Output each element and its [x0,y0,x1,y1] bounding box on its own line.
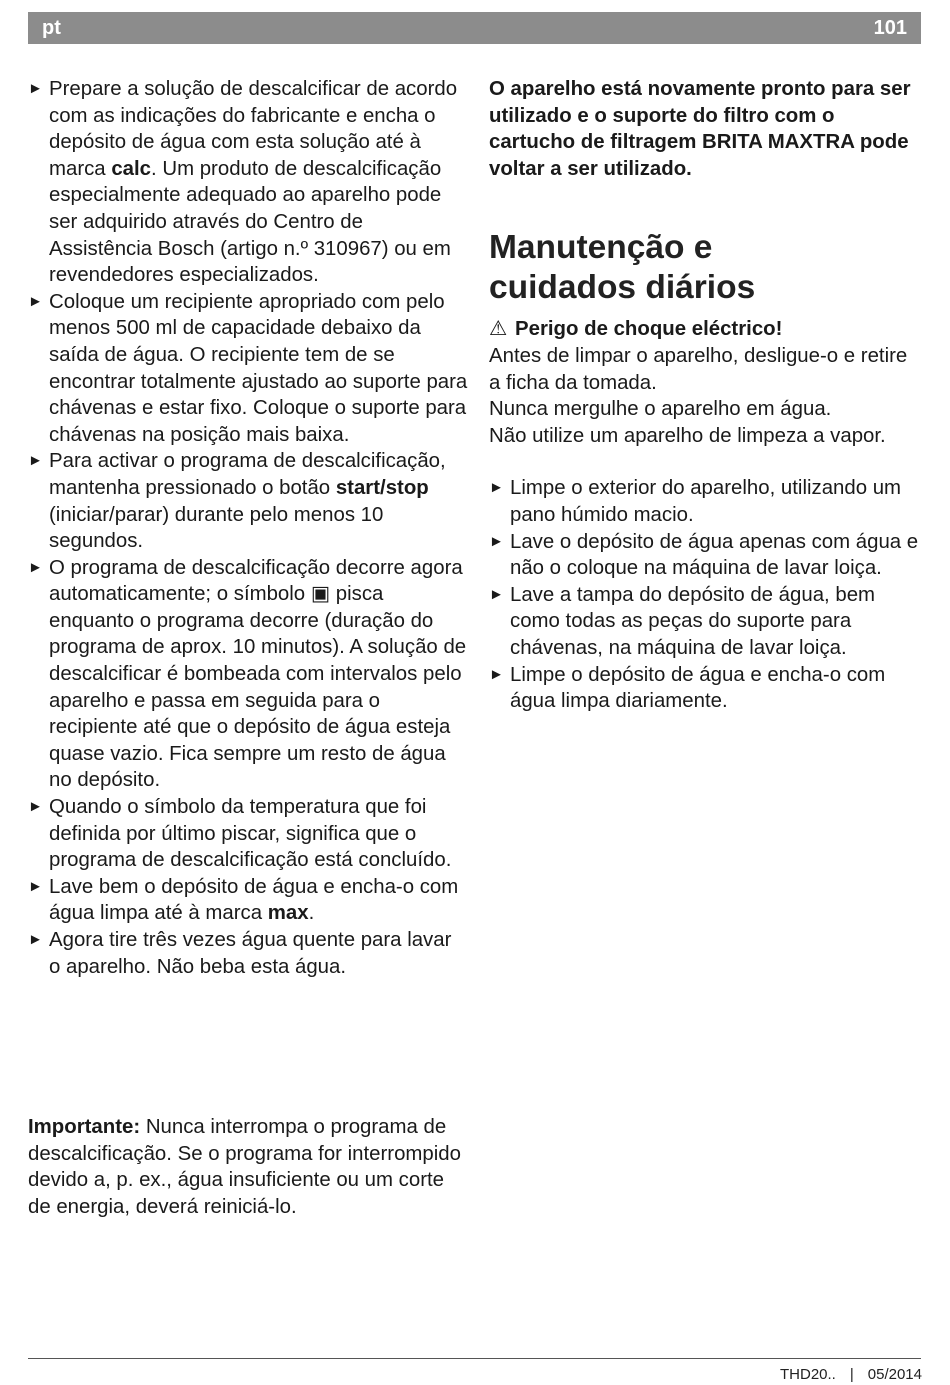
step-arrow-icon: ► [28,80,43,97]
step-text: Para activar o programa de descalcificação, mantenha pressionado o botão [49,450,446,499]
important-note [28,1114,468,1220]
step-text: Lave bem o depósito de água e encha-o com água limpa até à marca [49,875,459,925]
footer-separator: | [849,1366,854,1383]
step-item [28,555,468,794]
step-item [28,874,468,927]
warning-title-text: Perigo de choque eléctrico! [515,318,783,341]
descaling-steps [28,76,468,980]
footer-divider [28,1358,921,1359]
important-text: Nunca interrompa o programa de descalcificação. Se o programa for interrompido devido a, p. ex., água insuficiente ou um corte de energia, deverá reiniciá-lo. [28,1116,461,1218]
step-arrow-icon: ► [28,452,43,470]
step-text: Lave o depósito de água apenas com água e não o coloque na máquina de lavar loiça. [510,530,919,580]
step-item [489,662,919,715]
right-column [489,76,919,715]
footer-date: 05/2014 [867,1366,922,1383]
warning-title [489,316,919,343]
step-text: Limpe o depósito de água e encha-o com água limpa diariamente. [510,663,886,713]
section-heading-line1: Manutenção e [489,229,713,267]
ready-note: O aparelho está novamente pronto para ser utilizado e o suporte do filtro com o cartucho de filtragem BRITA MAXTRA pode voltar a ser utilizado. [489,78,911,180]
language-code: pt [42,17,61,39]
step-text: . Um produto de descalcificação especialmente adequado ao aparelho pode ser adquirido através do Centro de Assistência Bosch (artigo n.º 310967) ou em revendedores especializados. [49,157,451,287]
warning-text-unplug: Antes de limpar o aparelho, desligue-o e retire a ficha da tomada. [489,344,908,394]
page-footer [780,1366,922,1383]
step-text: . [308,902,315,925]
page-number: 101 [873,17,907,39]
step-arrow-icon: ► [489,585,504,603]
step-text: Lave a tampa do depósito de água, bem como todas as peças do suporte para chávenas, na máquina de lavar loiça. [510,583,876,659]
warning-triangle-icon: ⚠ [489,318,508,341]
step-text: O programa de descalcificação decorre agora automaticamente; o símbolo [49,556,463,606]
step-item [489,529,919,582]
step-text: Limpe o exterior do aparelho, utilizando um pano húmido macio. [510,477,902,526]
step-arrow-icon: ► [489,532,504,550]
step-bold-text: start/stop [335,476,429,499]
step-item [28,289,468,449]
step-arrow-icon: ► [28,877,43,895]
step-arrow-icon: ► [489,479,504,497]
step-text: Quando o símbolo da temperatura que foi definida por último piscar, significa que o programa de descalcificação está concluído. [49,796,452,872]
page-header [28,12,921,44]
care-steps [489,475,919,714]
step-arrow-icon: ► [28,292,43,310]
step-item [28,794,468,874]
section-heading-line2: cuidados diários [489,269,756,307]
step-item [28,76,468,289]
step-bold-text: max [267,902,309,925]
step-item [489,582,919,662]
step-text: ▣ [310,583,331,606]
section-heading [489,228,919,308]
step-bold-text: calc [111,157,152,180]
left-column [28,76,468,980]
step-item [28,927,468,980]
step-arrow-icon: ► [28,931,43,948]
step-arrow-icon: ► [28,558,43,576]
step-text: Prepare a solução de descalcificar de acordo com as indicações do fabricante e encha o depósito de água com esta solução até à marca [49,78,458,180]
step-arrow-icon: ► [28,798,43,816]
step-arrow-icon: ► [489,665,504,683]
footer-model: THD20.. [780,1366,836,1383]
step-text: (iniciar/parar) durante pelo menos 10 segundos. [49,503,384,553]
step-item [28,448,468,554]
step-text: Agora tire três vezes água quente para lavar o aparelho. Não beba esta água. [49,929,452,978]
warning-text-immerse: Nunca mergulhe o aparelho em água. [489,398,832,421]
step-text: pisca enquanto o programa decorre (duração do programa de aprox. 10 minutos). A solução de descalcificar é bombeada com intervalos pelo aparelho e passa em seguida para o recipiente até que o depósito de água esteja quase vazio. Fica sempre um resto de água no depósito. [49,583,467,792]
important-label: Importante: [28,1116,141,1138]
step-text: Coloque um recipiente apropriado com pelo menos 500 ml de capacidade debaixo da saída de água. O recipiente tem de se encontrar totalmente ajustado ao suporte para chávenas e estar fixo. Coloque o suporte para chávenas na posição mais baixa. [49,290,468,446]
step-item [489,475,919,528]
warning-text-steam: Não utilize um aparelho de limpeza a vapor. [489,424,886,447]
